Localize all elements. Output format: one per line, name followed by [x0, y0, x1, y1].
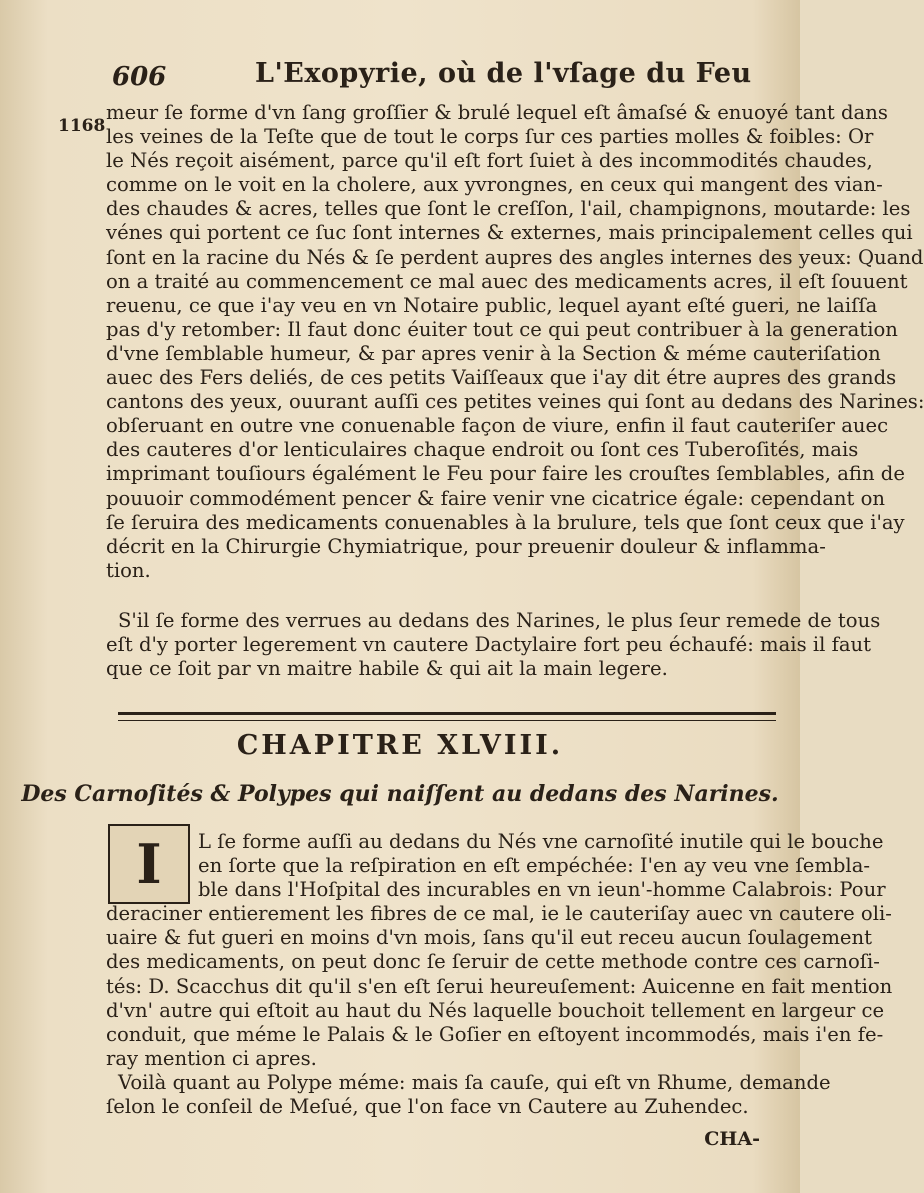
text-line: conduit, que méme le Palais & le Goſier en eſtoyent incommodés, mais i'en fe- [106, 1022, 884, 1046]
text-line: tés: D. Scacchus dit qu'il s'en eſt ſerui heureuſement: Auicenne en fait mention [106, 974, 893, 998]
text-line: cantons des yeux, ouurant auſſi ces petites veines qui ſont au dedans des Narines: [106, 390, 924, 414]
text-line: deraciner entierement les fibres de ce mal, ie le cauteriſay auec vn cautere oli- [106, 902, 892, 926]
text-line: Voilà quant au Polype méme: mais ſa cauſe, qui eſt vn Rhume, demande [118, 1070, 831, 1094]
text-line: décrit en la Chirurgie Chymiatrique, pour preuenir douleur & inflamma- [106, 534, 826, 558]
text-line: ſont en la racine du Nés & ſe perdent aupres des angles internes des yeux: Quand [106, 245, 924, 269]
text-line: ble dans l'Hoſpital des incurables en vn ieun'-homme Calabrois: Pour [198, 878, 886, 902]
text-line: que ce ſoit par vn maitre habile & qui ait la main legere. [106, 657, 668, 681]
text-line: eſt d'y porter legerement vn cautere Dactylaire fort peu échaufé: mais il faut [106, 633, 872, 657]
text-line: pas d'y retomber: Il faut donc éuiter tout ce qui peut contribuer à la generation [106, 317, 898, 341]
text-line: imprimant touſiours égalément le Feu pour faire les crouſtes ſemblables, afin de [106, 462, 905, 486]
text-line: meur ſe forme d'vn ſang groſſier & brulé lequel eſt âmaſsé & enuoyé tant dans [106, 101, 888, 124]
text-line: on a traité au commencement ce mal auec des medicaments acres, il eſt ſouuent [106, 269, 908, 293]
margin-note: 1168 [58, 116, 106, 136]
text-line: des cauteres d'or lenticulaires chaque endroit ou ſont ces Tuberoſités, mais [106, 438, 859, 462]
text-line: auec des Fers deliés, de ces petits Vaiſſeaux que i'ay dit étre aupres des grands [106, 366, 897, 390]
text-line: des medicaments, on peut donc ſe ſeruir de cette methode contre ces carnoſi- [106, 950, 880, 974]
text-line: S'il ſe forme des verrues au dedans des Narines, le plus ſeur remede de tous [118, 609, 881, 632]
paragraph-3 [106, 830, 893, 1119]
chapter-subtitle: Des Carnoſités & Polypes qui naiſſent au dedans des Narines. [21, 781, 779, 807]
text-line: d'vn' autre qui eſtoit au haut du Nés laquelle bouchoit tellement en largeur ce [106, 998, 885, 1022]
section-divider [118, 712, 776, 721]
text-line: le Nés reçoit aisément, parce qu'il eſt fort ſuiet à des incommodités chaudes, [106, 149, 873, 173]
initial-letter: I [136, 832, 162, 896]
text-line: des chaudes & acres, telles que ſont le creſſon, l'ail, champignons, moutarde: les [106, 197, 911, 221]
text-line: reuenu, ce que i'ay veu en vn Notaire public, lequel ayant eſté gueri, ne laiſſa [106, 293, 878, 317]
paragraph-1 [106, 101, 924, 583]
text-line: ray mention ci apres. [106, 1046, 317, 1070]
text-line: uaire & fut gueri en moins d'vn mois, ſans qu'il eut receu aucun ſoulagement [106, 926, 873, 950]
catchword: CHA- [704, 1128, 760, 1150]
text-line: vénes qui portent ce ſuc ſont internes & externes, mais principalement celles qui [106, 221, 913, 245]
page-number: 606 [112, 62, 167, 92]
running-head: L'Exopyrie, où de l'vſage du Feu [255, 58, 752, 89]
paragraph-2 [106, 609, 881, 681]
text-line: pouuoir commodément pencer & faire venir vne cicatrice égale: cependant on [106, 486, 886, 510]
text-line: obſeruant en outre vne conuenable façon de viure, enfin il faut cauteriſer auec [106, 414, 889, 438]
text-line: ſe ſeruira des medicaments conuenables à la brulure, tels que ſont ceux que i'ay [106, 510, 905, 534]
text-line: L ſe forme auſſi au dedans du Nés vne carnoſité inutile qui le bouche [198, 830, 884, 853]
text-line: en ſorte que la reſpiration en eſt empéchée: I'en ay veu vne ſembla- [198, 854, 871, 878]
text-line: ſelon le conſeil de Meſué, que l'on face vn Cautere au Zuhendec. [106, 1095, 749, 1119]
chapter-title: CHAPITRE XLVIII. [236, 730, 564, 761]
page-header [0, 58, 800, 98]
text-line: tion. [106, 558, 151, 582]
text-line: d'vne ſemblable humeur, & par apres venir à la Section & méme cauteriſation [106, 341, 881, 365]
text-line: les veines de la Teſte que de tout le corps ſur ces parties molles & foibles: Or [106, 125, 874, 149]
text-line: comme on le voit en la cholere, aux yvrongnes, en ceux qui mangent des vian- [106, 173, 883, 197]
